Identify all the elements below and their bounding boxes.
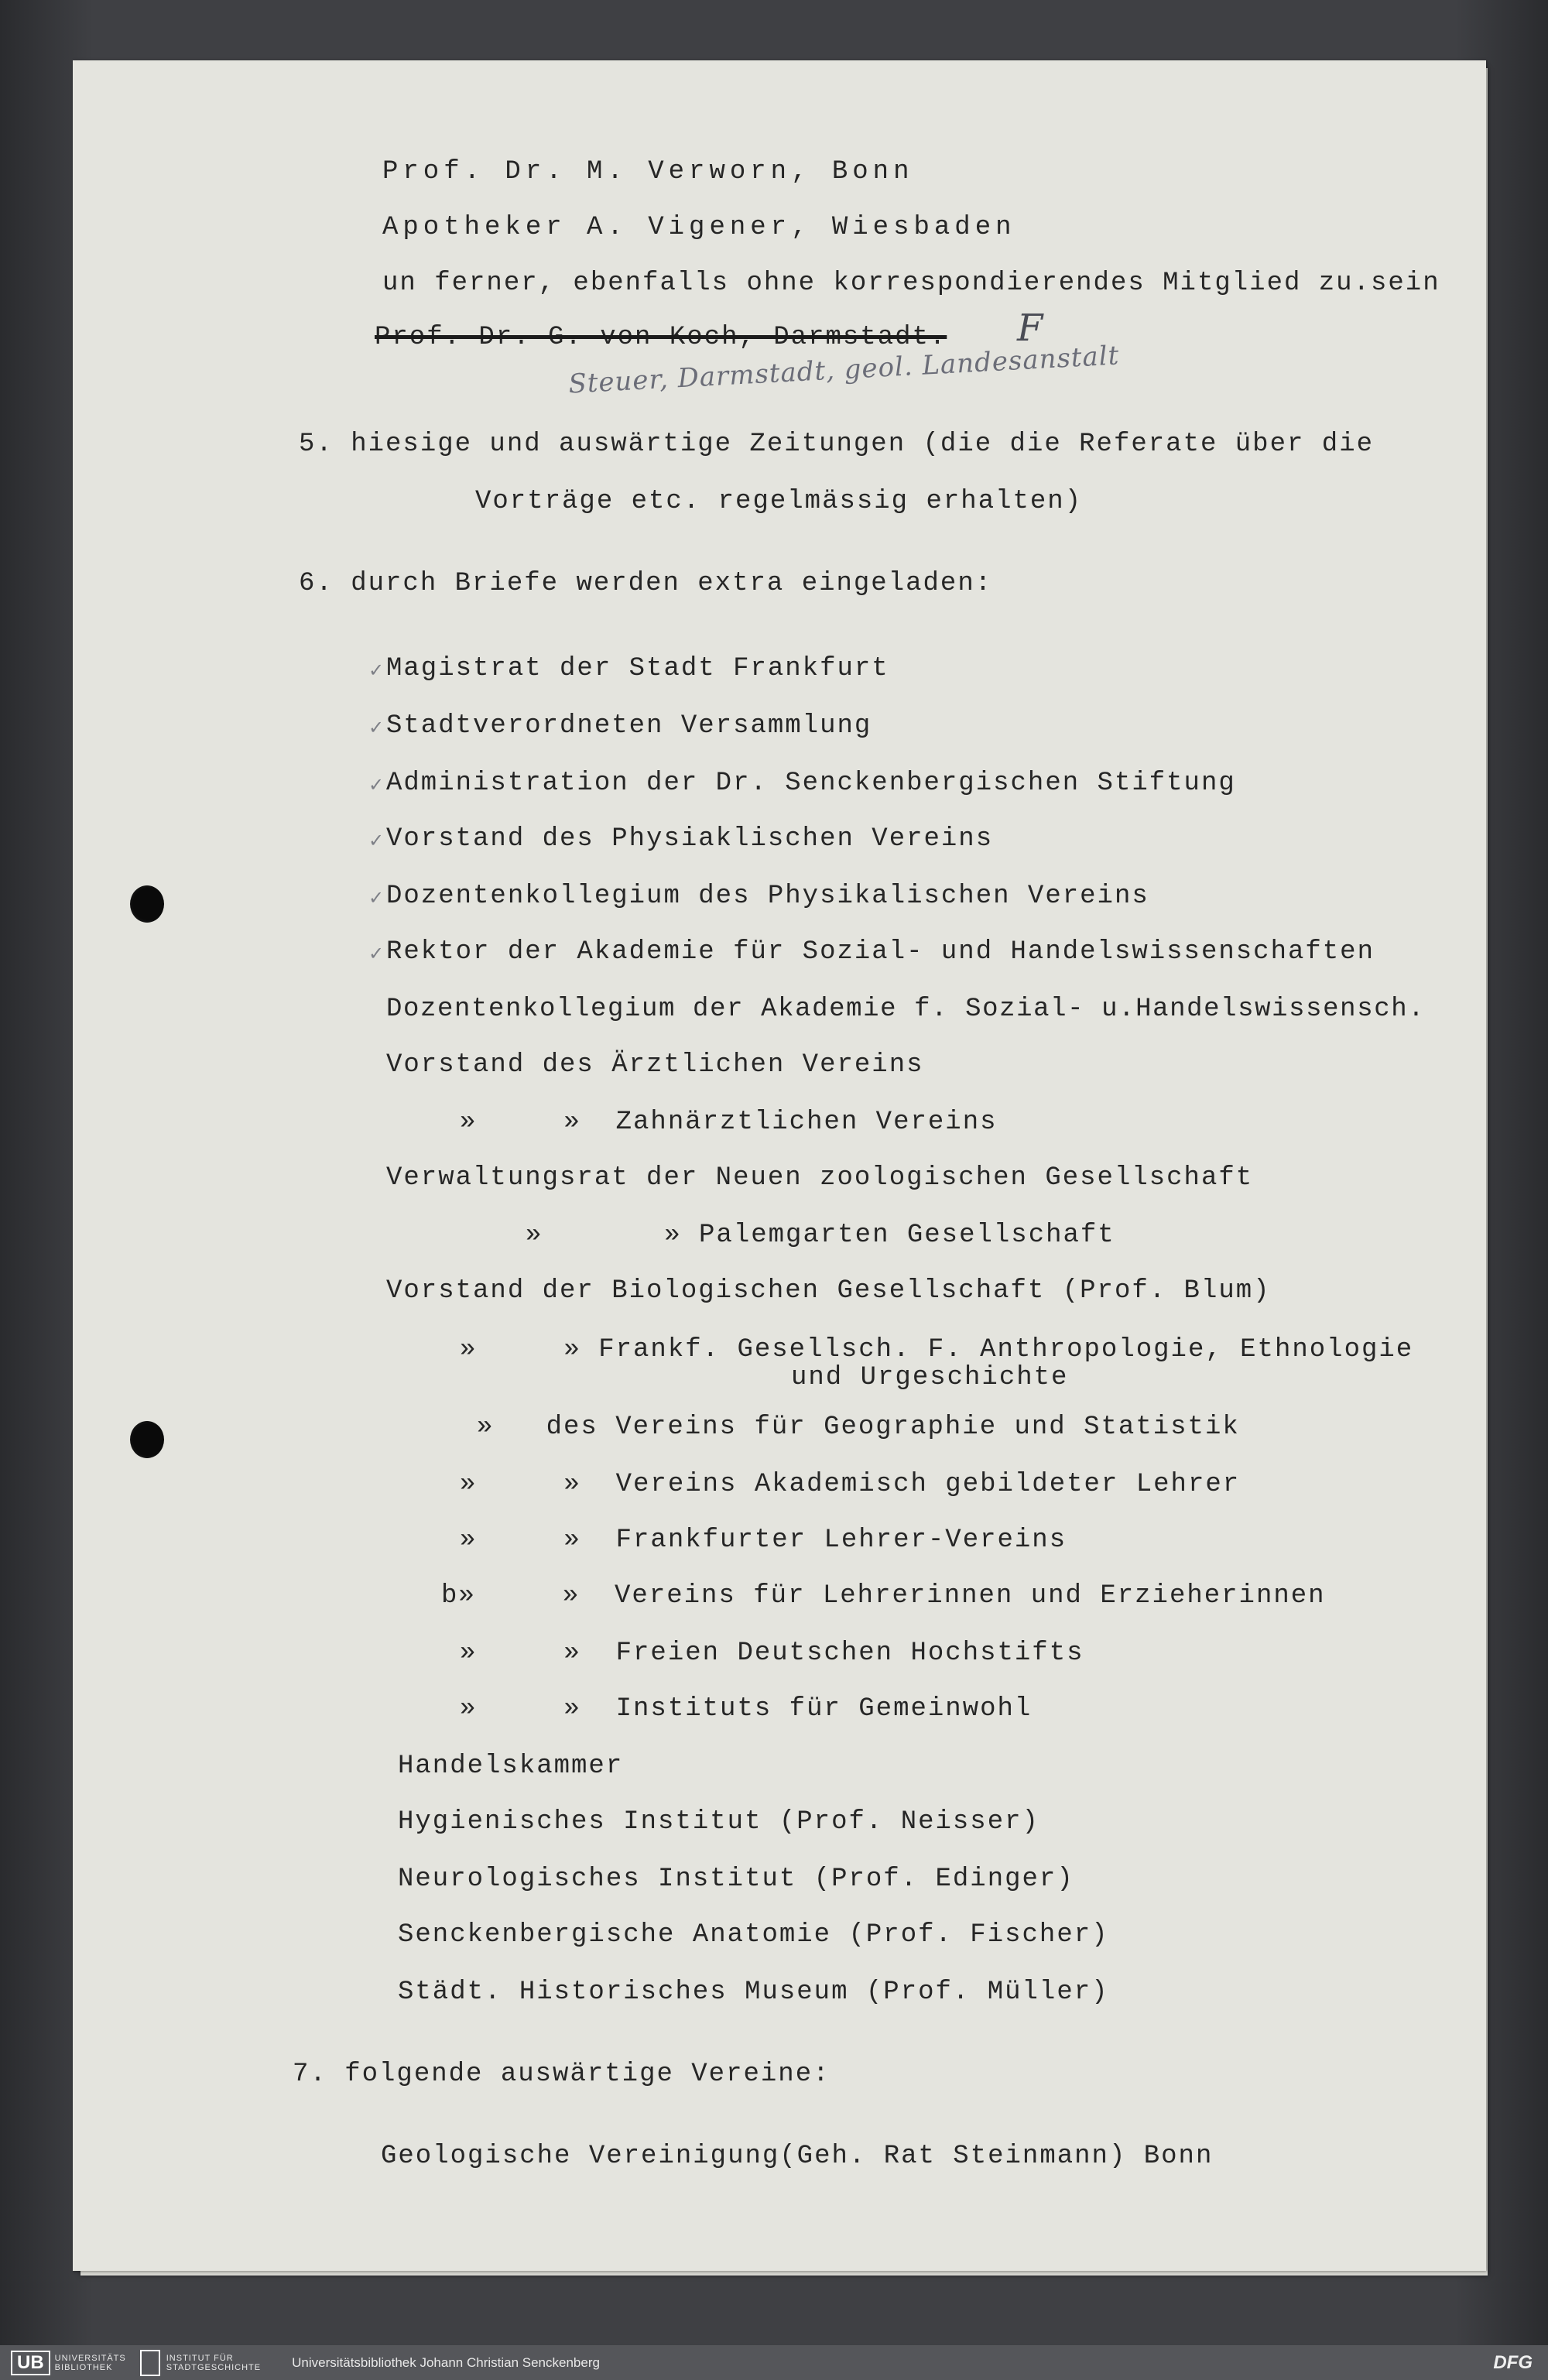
doc-item-7: 7. folgende auswärtige Vereine: [293,2060,831,2089]
doc-list-rektor: Rektor der Akademie für Sozial- und Handelswissenschaften [386,937,1375,967]
doc-list-geologisch: Geologische Vereinigung(Geh. Rat Steinmann) Bonn [381,2142,1214,2171]
doc-list-aerztlich: Vorstand des Ärztlichen Vereins [386,1050,924,1080]
handwritten-correction: Steuer, Darmstadt, geol. Landesanstalt [567,340,1121,400]
ub-logo-text [55,2354,126,2372]
doc-item-5-cont: Vorträge etc. regelmässig erhalten) [475,487,1083,516]
doc-list-lehrer: » » Frankfurter Lehrer-Vereins [460,1526,1067,1555]
institute-logo-text [166,2354,261,2372]
ub-logo-line: UNIVERSITÄTS [54,2353,126,2363]
doc-list-anthropologie-cont: und Urgeschichte [791,1363,1069,1392]
ub-logo [11,2349,126,2377]
doc-list-gemeinwohl: » » Instituts für Gemeinwohl [460,1694,1033,1724]
doc-list-museum: Städt. Historisches Museum (Prof. Müller) [398,1978,1109,2007]
institute-logo-line: STADTGESCHICHTE [166,2362,262,2372]
doc-list-anthropologie: » » Frankf. Gesellsch. F. Anthropologie, Ethnologie [460,1335,1414,1365]
doc-line-verworn: Prof. Dr. M. Verworn, Bonn [382,157,914,187]
checkmark-5: ✓ [368,887,385,909]
institute-logo-icon [140,2350,160,2376]
doc-item-6: 6. durch Briefe werden extra eingeladen: [299,569,993,598]
doc-list-magistrat: Magistrat der Stadt Frankfurt [386,654,889,683]
doc-list-hygienisch: Hygienisches Institut (Prof. Neisser) [398,1807,1039,1837]
institute-logo-line: INSTITUT FÜR [166,2353,234,2363]
doc-list-vorstand-physik: Vorstand des Physiaklischen Vereins [386,824,994,854]
doc-list-neurologisch: Neurologisches Institut (Prof. Edinger) [398,1865,1074,1894]
doc-list-anatomie: Senckenbergische Anatomie (Prof. Fischer) [398,1920,1109,1950]
dfg-logo: DFG [1493,2351,1533,2373]
doc-list-dozenten-akademie: Dozentenkollegium der Akademie f. Sozial- u.Handelswissensch. [386,995,1426,1024]
doc-line-vigener: Apotheker A. Vigener, Wiesbaden [382,213,1016,242]
doc-list-zoologisch: Verwaltungsrat der Neuen zoologischen Gesellschaft [386,1163,1254,1193]
doc-list-administration: Administration der Dr. Senckenbergischen Stiftung [386,769,1236,798]
checkmark-4: ✓ [368,830,385,851]
ub-logo-mark: UB [11,2351,50,2375]
doc-list-biologisch: Vorstand der Biologischen Gesellschaft (Prof. Blum) [386,1276,1271,1306]
doc-line-ferner: un ferner, ebenfalls ohne korrespondierendes Mitglied zu.sein [382,269,1440,298]
punch-hole-top [130,885,164,923]
doc-list-akademisch: » » Vereins Akademisch gebildeter Lehrer [460,1470,1241,1499]
document-page [73,60,1486,2271]
doc-list-geographie: » des Vereins für Geographie und Statistik [477,1413,1240,1442]
footer-bar [0,2345,1548,2380]
doc-list-handelskammer: Handelskammer [398,1752,624,1781]
doc-item-5: 5. hiesige und auswärtige Zeitungen (die die Referate über die [299,430,1375,459]
doc-list-palmengarten: » » Palemgarten Gesellschaft [526,1221,1115,1250]
checkmark-3: ✓ [368,774,385,796]
doc-line-struck-koch: Prof. Dr. G. von Koch, Darmstadt. [375,323,947,352]
doc-list-dozenten-physik: Dozentenkollegium des Physikalischen Vereins [386,882,1149,911]
library-credit: Universitätsbibliothek Johann Christian Senckenberg [292,2354,600,2370]
checkmark-2: ✓ [368,717,385,738]
handwritten-initial: F [1017,306,1043,350]
doc-list-hochstift: » » Freien Deutschen Hochstifts [460,1639,1084,1668]
doc-list-stadtverordneten: Stadtverordneten Versammlung [386,711,872,741]
doc-list-lehrerinnen: b» » Vereins für Lehrerinnen und Erzieherinnen [441,1581,1326,1611]
punch-hole-bottom [130,1421,164,1458]
checkmark-1: ✓ [368,659,385,681]
doc-list-zahnaerztlich: » » Zahnärztlichen Vereins [460,1108,998,1137]
checkmark-6: ✓ [368,943,385,964]
ub-logo-line: BIBLIOTHEK [54,2362,113,2372]
